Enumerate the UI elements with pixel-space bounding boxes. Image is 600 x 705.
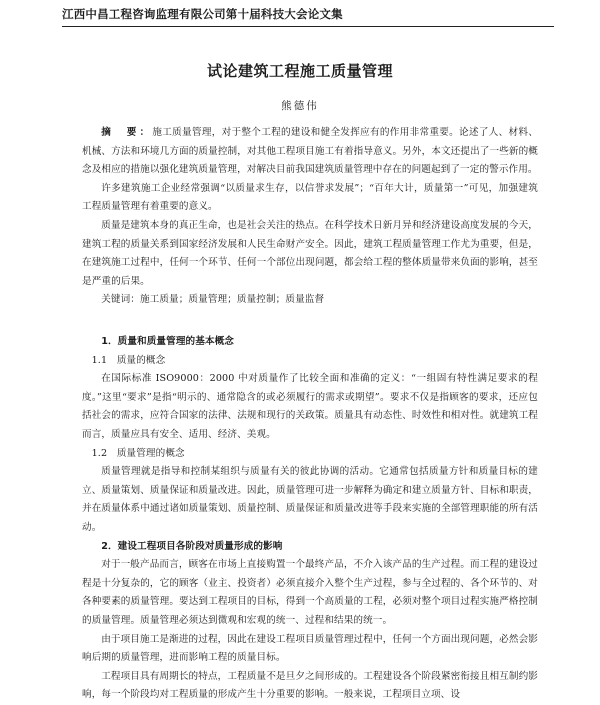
section-2-heading: 2．建设工程项目各阶段对质量形成的影响 <box>101 540 283 552</box>
author-name: 熊德伟 <box>281 100 319 112</box>
section-1-2-paragraph: 质量管理就是指导和控制某组织与质量有关的彼此协调的活动。它通常包括质量方针和质量目标的建立、质量策划、质量保证和质量改进。因此，质量管理可进一步解释为确定和建立质量方针、目标和职责，并在质量体系中通过诸如质量策划、质量控制、质量保证和质量改进等手段来实施的全部管理职能的所有活动。 <box>82 466 538 533</box>
section-1-2-heading: 1.2 质量管理的概念 <box>91 447 185 459</box>
main-body <box>82 333 538 705</box>
section-1-1-heading: 1.1 质量的概念 <box>91 354 166 366</box>
section-2-paragraph-1: 对于一般产品而言，顾客在市场上直接购置一个最终产品，不介入该产品的生产过程。而工程的建设过程是十分复杂的，它的顾客（业主、投资者）必须直接介入整个生产过程，参与全过程的、各个环节的、对各种要素的质量管理。要达到工程项目的目标，得到一个高质量的工程，必须对整个项目过程实施严格控制的质量管理。质量管理必须达到微观和宏观的统一、过程和结果的统一。 <box>82 559 538 626</box>
running-header: 江西中昌工程咨询监理有限公司第十届科技大会论文集 <box>62 7 343 21</box>
keywords-text: 施工质量；质量管理；质量控制；质量监督 <box>139 294 325 306</box>
abstract-paragraph-2: 许多建筑施工企业经常强调“以质量求生存，以信誉求发展”；“百年大计，质量第一”可见，加强建筑工程质量管理有着重要的意义。 <box>82 182 538 213</box>
section-2-paragraph-2: 由于项目施工是渐进的过程，因此在建设工程项目质量管理过程中，任何一个方面出现问题，必然会影响后期的质量管理，进而影响工程的质量目标。 <box>82 633 538 664</box>
abstract-paragraph <box>82 124 538 180</box>
keywords-line <box>82 291 538 310</box>
section-1-1-paragraph: 在国际标准 ISO9000：2000 中对质量作了比较全面和准确的定义：“一组固有特性满足要求的程度。”这里“要求”是指“明示的、通常隐含的或必须履行的需求或期望”。要求不仅是指顾客的要求，还应包括社会的需求，应符合国家的法律、法规和现行的关政策。质量具有动态性、时效性和相对性。就建筑工程而言，质量应具有安全、适用、经济、美观。 <box>82 373 538 440</box>
keywords-label: 关键词： <box>101 294 140 306</box>
header-divider <box>62 26 554 27</box>
abstract-label: 摘 要： <box>101 127 153 138</box>
abstract-paragraph-3: 质量是建筑本身的真正生命，也是社会关注的热点。在科学技术日新月异和经济建设高度发展的今天，建筑工程的质量关系到国家经济发展和人民生命财产安全。因此，建筑工程质量管理工作尤为重要，但是，在建筑施工过程中，任何一个环节、任何一个部位出现问题，都会给工程的整体质量带来负面的影响，甚至是严重的后果。 <box>82 219 538 287</box>
abstract-block <box>82 124 538 310</box>
section-1-heading: 1．质量和质量管理的基本概念 <box>101 336 234 347</box>
abstract-text: 施工质量管理，对于整个工程的建设和健全发挥应有的作用非常重要。论述了人、材料、机械、方法和环境几方面的质量控制，对其他工程项目施工有着指导意义。另外，本文还提出了一些新的概念及相应的措施以强化建筑质量管理，对解决目前我国建筑质量管理中存在的问题起到了一定的警示作用。 <box>82 127 539 176</box>
section-2-paragraph-3: 工程项目具有周期长的特点，工程质量不是旦夕之间形成的。工程建设各个阶段紧密衔接且相互制约影响，每一个阶段均对工程质量的形成产生十分重要的影响。一般来说，工程项目立项、设 <box>82 670 538 701</box>
paper-title: 试论建筑工程施工质量管理 <box>206 62 393 80</box>
